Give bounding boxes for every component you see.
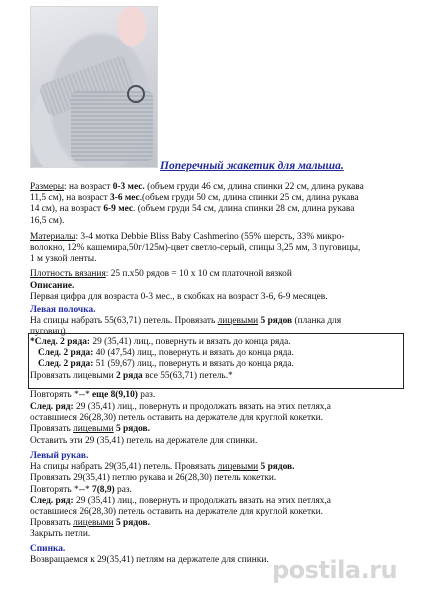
watermark-logo: postila.ru	[272, 556, 398, 584]
sleeve-text: раз.	[114, 484, 132, 495]
sizes-text: 14 см), на возраст	[30, 204, 104, 215]
repeat-count: еще 8(9,10)	[92, 390, 138, 400]
left-front-text: 5 рядов	[258, 316, 293, 327]
next-row-block	[30, 402, 426, 447]
repeat-text: Повторять *--*	[30, 390, 92, 400]
sizes-paragraph	[30, 182, 426, 227]
left-front-heading: Левая полочка.	[30, 305, 96, 315]
sleeve-text: Провязать 29(35,41) петлю рукава и 26(28,30) петель кокетки.	[30, 473, 277, 484]
sleeve-text: оставшиеся 26(28,30) петель оставить на держателе для круглой кокетки.	[30, 507, 323, 518]
back-text: Возвращаемся к 29(35,41) петлям на держателе для спинки.	[30, 555, 269, 566]
sizes-label: Размеры	[30, 182, 65, 192]
description-block	[30, 281, 426, 303]
row-text: Провязать лицевыми	[30, 370, 116, 381]
description-heading: Описание.	[30, 281, 75, 291]
sizes-text: : на возраст	[64, 182, 113, 192]
materials-text: : 3-4 мотка Debbie Bliss Baby Cashmerino (55% шерсть, 33% микро-	[75, 232, 345, 242]
row-text: 51 (59,67) лиц., повернуть и вязать до конца ряда.	[93, 359, 294, 370]
row-label: След. ряд:	[30, 402, 74, 412]
left-front-text: пуговиц).	[30, 327, 68, 338]
repeat-text: раз.	[137, 390, 156, 400]
row-label: *След. 2 ряда:	[30, 337, 91, 347]
left-front-text: лицевыми	[217, 316, 259, 327]
sleeve-text: Провязать	[30, 518, 74, 529]
sizes-text: .(объем груди 50 см, длина спинки 25 см, длина рукава	[139, 193, 359, 204]
sleeve-text: лицевыми	[73, 518, 114, 529]
photo-ribbon-bow	[127, 85, 145, 103]
age-0-3: 0-3 мес.	[112, 182, 145, 192]
row-text: 29 (35,41) лиц., повернуть и продолжать вязать на этих петлях,а	[73, 402, 331, 412]
sizes-text: 11,5 см), на возраст	[30, 193, 111, 204]
row-text: 2 ряда	[116, 370, 143, 381]
repeat-instruction	[30, 390, 426, 401]
back-heading: Спинка.	[30, 544, 66, 554]
gauge-line	[30, 269, 426, 280]
row-label: След. ряд:	[30, 495, 74, 506]
row-text: оставшиеся 26(28,30) петель оставить на держателе для круглой кокетки.	[30, 413, 323, 424]
sleeve-text: 5 рядов.	[258, 462, 295, 473]
row-text: Оставить эти 29 (35,41) петель на держателе для спинки.	[30, 435, 258, 446]
description-text: Первая цифра для возраста 0-3 мес., в скобках на возраст 3-6, 6-9 месяцев.	[30, 292, 328, 303]
gauge-label: Плотность вязания	[30, 269, 106, 279]
gauge-text: : 25 п.х50 рядов = 10 х 10 см платочной вязкой	[105, 269, 292, 279]
age-6-9: 6-9 мес	[103, 204, 134, 215]
materials-paragraph	[30, 232, 426, 266]
materials-label: Материалы	[30, 232, 76, 242]
row-text: 29 (35,41) лиц., повернуть и вязать до конца ряда.	[90, 337, 291, 347]
sleeve-text: Повторять *--*	[30, 484, 92, 495]
age-3-6: 3-6 мес	[110, 193, 140, 204]
repeat-count: 7(8,9)	[92, 484, 115, 495]
repeat-box-content	[30, 337, 426, 382]
row-text: 5 рядов.	[113, 424, 150, 435]
sleeve-text: лицевыми	[217, 462, 259, 473]
row-text: лицевыми	[73, 424, 114, 435]
sleeve-text: Закрыть петли.	[30, 529, 91, 540]
left-front-text: (планка для	[292, 316, 342, 327]
materials-text: волокно, 12% кашемира,50г/125м)-цвет светло-серый, спицы 3,25 мм, 3 пуговицы,	[30, 243, 361, 254]
row-text: все 55(63,71) петель.*	[142, 370, 233, 381]
baby-cardigan-photo	[30, 6, 158, 168]
row-text: 40 (47,54) лиц., повернуть и вязать до конца ряда.	[93, 348, 294, 359]
sleeve-text: На спицы набрать 29(35,41) петель. Провязать	[30, 462, 218, 473]
sleeve-text: 29 (35,41) лиц., повернуть и продолжать вязать на этих петлях,а	[73, 495, 331, 506]
left-front-text: На спицы набрать 55(63,71) петель. Провязать	[30, 316, 218, 327]
sizes-text: (объем груди 46 см, длина спинки 22 см, длина рукава	[144, 182, 364, 192]
row-label: След. 2 ряда:	[38, 348, 94, 359]
left-sleeve-heading: Левый рукав.	[30, 451, 89, 461]
sleeve-text: 5 рядов.	[113, 518, 150, 529]
materials-text: 1 м узкой ленты.	[30, 254, 97, 265]
pattern-title: Поперечный жакетик для малыша.	[160, 160, 344, 172]
left-sleeve-block	[30, 451, 426, 541]
row-label: След. 2 ряда:	[38, 359, 94, 370]
row-text: Провязать	[30, 424, 74, 435]
sizes-text: 16,5 см).	[30, 215, 65, 226]
sizes-text: . (объем груди 54 см, длина спинки 28 см, длина рукава	[133, 204, 355, 215]
